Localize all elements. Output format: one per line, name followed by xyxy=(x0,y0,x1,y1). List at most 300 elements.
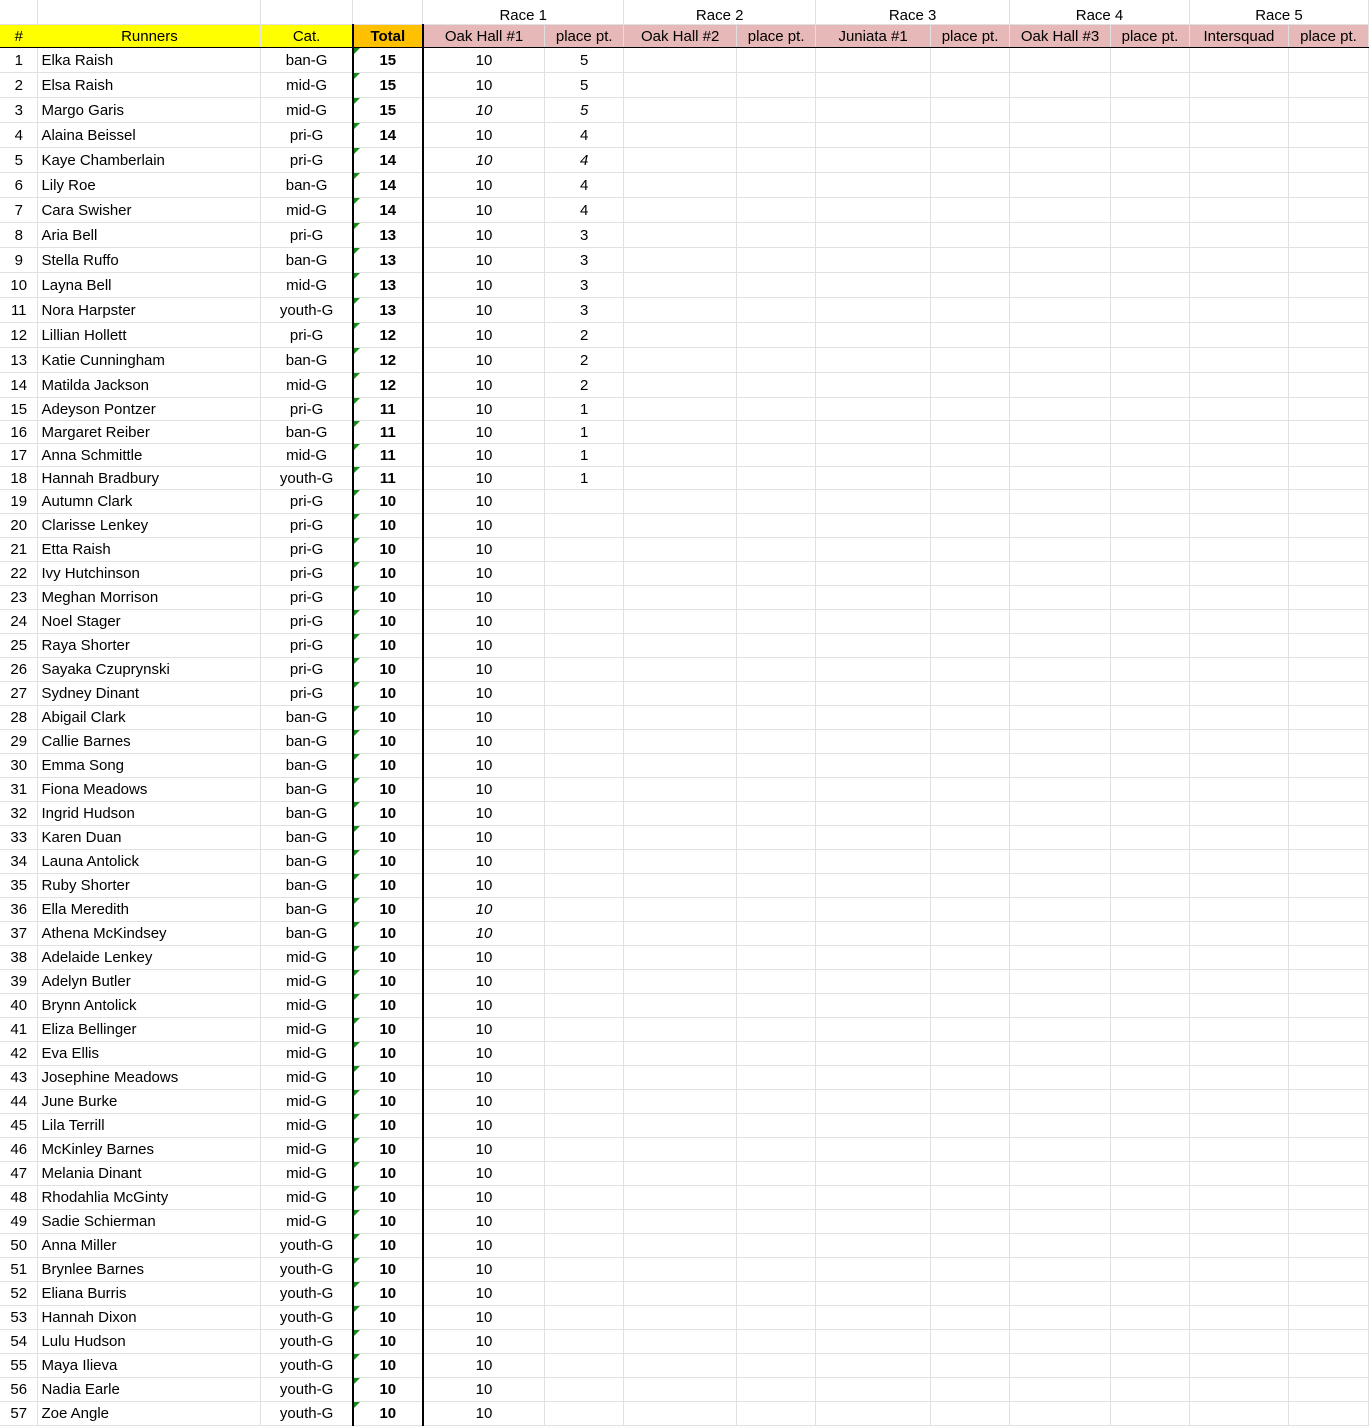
race-5-place-points[interactable] xyxy=(1288,398,1368,421)
runner-category[interactable]: ban-G xyxy=(261,706,353,730)
race-2-place-points[interactable] xyxy=(737,730,816,754)
race-5-place-points[interactable] xyxy=(1288,1330,1368,1354)
race-2-place-points[interactable] xyxy=(737,1018,816,1042)
race-4-place-points[interactable] xyxy=(1111,48,1190,73)
race-4-place-points[interactable] xyxy=(1111,223,1190,248)
race-2-points[interactable] xyxy=(624,421,737,444)
race-5-points[interactable] xyxy=(1189,1306,1288,1330)
race-4-place-points[interactable] xyxy=(1111,1354,1190,1378)
race-5-points[interactable] xyxy=(1189,1066,1288,1090)
runner-number[interactable]: 55 xyxy=(0,1354,38,1378)
race-1-points[interactable]: 10 xyxy=(423,148,545,173)
race-1-place-points[interactable] xyxy=(545,1138,624,1162)
race-1-place-points[interactable] xyxy=(545,850,624,874)
runner-number[interactable]: 20 xyxy=(0,514,38,538)
runner-number[interactable]: 53 xyxy=(0,1306,38,1330)
runner-number[interactable]: 12 xyxy=(0,323,38,348)
runner-name[interactable]: Alaina Beissel xyxy=(38,123,261,148)
runner-category[interactable]: mid-G xyxy=(261,373,353,398)
runner-name[interactable]: Emma Song xyxy=(38,754,261,778)
race-3-place-points[interactable] xyxy=(931,898,1010,922)
race-4-place-points[interactable] xyxy=(1111,123,1190,148)
race-2-place-points[interactable] xyxy=(737,850,816,874)
race-4-place-points[interactable] xyxy=(1111,1330,1190,1354)
runner-category[interactable]: pri-G xyxy=(261,398,353,421)
runner-total[interactable]: 12 xyxy=(353,373,423,398)
race-5-place-points[interactable] xyxy=(1288,658,1368,682)
race-3-points[interactable] xyxy=(816,850,931,874)
race-3-points[interactable] xyxy=(816,490,931,514)
race-4-place-points[interactable] xyxy=(1111,1282,1190,1306)
race-1-points[interactable]: 10 xyxy=(423,248,545,273)
race-4-points[interactable] xyxy=(1010,610,1111,634)
race-1-points[interactable]: 10 xyxy=(423,754,545,778)
race-4-points[interactable] xyxy=(1010,778,1111,802)
runner-number[interactable]: 38 xyxy=(0,946,38,970)
race-2-place-points[interactable] xyxy=(737,1234,816,1258)
race-3-place-points[interactable] xyxy=(931,467,1010,490)
race-1-place-points[interactable] xyxy=(545,826,624,850)
race-5-place-points[interactable] xyxy=(1288,514,1368,538)
race-5-points[interactable] xyxy=(1189,198,1288,223)
race-4-place-points[interactable] xyxy=(1111,850,1190,874)
runner-category[interactable]: pri-G xyxy=(261,223,353,248)
race-2-place-points[interactable] xyxy=(737,922,816,946)
runner-number[interactable]: 14 xyxy=(0,373,38,398)
race-4-place-points[interactable] xyxy=(1111,98,1190,123)
race-3-place-points[interactable] xyxy=(931,1282,1010,1306)
race-3-points[interactable] xyxy=(816,373,931,398)
race-3-place-points[interactable] xyxy=(931,730,1010,754)
race-1-place-points[interactable]: 5 xyxy=(545,98,624,123)
race-1-place-points[interactable] xyxy=(545,1090,624,1114)
runner-category[interactable]: youth-G xyxy=(261,1258,353,1282)
race-1-points[interactable]: 10 xyxy=(423,98,545,123)
race-5-points[interactable] xyxy=(1189,73,1288,98)
race-4-place-points[interactable] xyxy=(1111,874,1190,898)
race-5-points[interactable] xyxy=(1189,898,1288,922)
race-4-place-points[interactable] xyxy=(1111,148,1190,173)
race-1-points[interactable]: 10 xyxy=(423,490,545,514)
race-1-points[interactable]: 10 xyxy=(423,826,545,850)
runner-category[interactable]: ban-G xyxy=(261,826,353,850)
race-5-points[interactable] xyxy=(1189,1258,1288,1282)
race-1-place-points[interactable]: 4 xyxy=(545,148,624,173)
race-2-points[interactable] xyxy=(624,610,737,634)
race-4-points[interactable] xyxy=(1010,198,1111,223)
runner-total[interactable]: 10 xyxy=(353,1402,423,1426)
race-2-points[interactable] xyxy=(624,98,737,123)
runner-category[interactable]: pri-G xyxy=(261,123,353,148)
race-4-place-points[interactable] xyxy=(1111,538,1190,562)
race-1-place-points[interactable] xyxy=(545,994,624,1018)
race-3-points[interactable] xyxy=(816,922,931,946)
race-1-points[interactable]: 10 xyxy=(423,802,545,826)
runner-category[interactable]: mid-G xyxy=(261,1090,353,1114)
runner-name[interactable]: McKinley Barnes xyxy=(38,1138,261,1162)
race-2-points[interactable] xyxy=(624,1066,737,1090)
race-3-points[interactable] xyxy=(816,730,931,754)
race-2-place-points[interactable] xyxy=(737,898,816,922)
race-4-points[interactable] xyxy=(1010,1402,1111,1426)
race-2-title[interactable]: Race 2 xyxy=(624,0,816,25)
race-2-points[interactable] xyxy=(624,826,737,850)
race-2-place-points[interactable] xyxy=(737,1066,816,1090)
runner-category[interactable]: pri-G xyxy=(261,586,353,610)
race-3-points[interactable] xyxy=(816,173,931,198)
race-4-place-points[interactable] xyxy=(1111,1306,1190,1330)
runner-number[interactable]: 31 xyxy=(0,778,38,802)
header-race-4-place[interactable]: place pt. xyxy=(1111,25,1190,48)
race-1-points[interactable]: 10 xyxy=(423,1066,545,1090)
race-2-points[interactable] xyxy=(624,1258,737,1282)
race-1-points[interactable]: 10 xyxy=(423,922,545,946)
race-4-place-points[interactable] xyxy=(1111,298,1190,323)
race-1-points[interactable]: 10 xyxy=(423,730,545,754)
race-3-place-points[interactable] xyxy=(931,348,1010,373)
runner-number[interactable]: 56 xyxy=(0,1378,38,1402)
race-4-points[interactable] xyxy=(1010,730,1111,754)
runner-name[interactable]: Brynlee Barnes xyxy=(38,1258,261,1282)
runner-name[interactable]: Brynn Antolick xyxy=(38,994,261,1018)
race-2-points[interactable] xyxy=(624,994,737,1018)
race-2-place-points[interactable] xyxy=(737,1330,816,1354)
runner-name[interactable]: Noel Stager xyxy=(38,610,261,634)
runner-number[interactable]: 34 xyxy=(0,850,38,874)
race-2-place-points[interactable] xyxy=(737,490,816,514)
race-5-place-points[interactable] xyxy=(1288,444,1368,467)
runner-number[interactable]: 21 xyxy=(0,538,38,562)
runner-number[interactable]: 13 xyxy=(0,348,38,373)
race-3-place-points[interactable] xyxy=(931,373,1010,398)
race-5-place-points[interactable] xyxy=(1288,348,1368,373)
race-5-points[interactable] xyxy=(1189,490,1288,514)
runner-total[interactable]: 12 xyxy=(353,348,423,373)
race-3-points[interactable] xyxy=(816,1066,931,1090)
race-3-points[interactable] xyxy=(816,778,931,802)
race-3-place-points[interactable] xyxy=(931,1258,1010,1282)
race-2-points[interactable] xyxy=(624,1162,737,1186)
race-3-place-points[interactable] xyxy=(931,173,1010,198)
race-4-place-points[interactable] xyxy=(1111,1258,1190,1282)
runner-category[interactable]: pri-G xyxy=(261,562,353,586)
race-3-place-points[interactable] xyxy=(931,1402,1010,1426)
runner-number[interactable]: 57 xyxy=(0,1402,38,1426)
race-1-points[interactable]: 10 xyxy=(423,421,545,444)
race-5-points[interactable] xyxy=(1189,610,1288,634)
runner-number[interactable]: 43 xyxy=(0,1066,38,1090)
race-4-place-points[interactable] xyxy=(1111,444,1190,467)
runner-number[interactable]: 19 xyxy=(0,490,38,514)
race-4-place-points[interactable] xyxy=(1111,802,1190,826)
race-3-points[interactable] xyxy=(816,634,931,658)
runner-name[interactable]: Ruby Shorter xyxy=(38,874,261,898)
race-2-points[interactable] xyxy=(624,1378,737,1402)
runner-name[interactable]: Anna Miller xyxy=(38,1234,261,1258)
race-2-points[interactable] xyxy=(624,198,737,223)
race-1-points[interactable]: 10 xyxy=(423,444,545,467)
race-4-place-points[interactable] xyxy=(1111,1138,1190,1162)
race-4-place-points[interactable] xyxy=(1111,1378,1190,1402)
race-5-place-points[interactable] xyxy=(1288,1066,1368,1090)
runner-name[interactable]: Hannah Dixon xyxy=(38,1306,261,1330)
runner-total[interactable]: 10 xyxy=(353,898,423,922)
race-4-points[interactable] xyxy=(1010,73,1111,98)
runner-category[interactable]: ban-G xyxy=(261,421,353,444)
race-2-points[interactable] xyxy=(624,467,737,490)
runner-category[interactable]: mid-G xyxy=(261,1138,353,1162)
runner-total[interactable]: 10 xyxy=(353,706,423,730)
race-5-points[interactable] xyxy=(1189,398,1288,421)
race-4-points[interactable] xyxy=(1010,850,1111,874)
race-1-place-points[interactable] xyxy=(545,1162,624,1186)
race-4-place-points[interactable] xyxy=(1111,826,1190,850)
race-2-points[interactable] xyxy=(624,802,737,826)
race-1-place-points[interactable]: 4 xyxy=(545,173,624,198)
race-1-place-points[interactable] xyxy=(545,634,624,658)
race-4-place-points[interactable] xyxy=(1111,1042,1190,1066)
race-2-points[interactable] xyxy=(624,298,737,323)
runner-category[interactable]: mid-G xyxy=(261,1066,353,1090)
race-5-points[interactable] xyxy=(1189,562,1288,586)
race-2-place-points[interactable] xyxy=(737,610,816,634)
runner-category[interactable]: ban-G xyxy=(261,802,353,826)
header-cat[interactable]: Cat. xyxy=(261,25,353,48)
race-2-points[interactable] xyxy=(624,1018,737,1042)
runner-number[interactable]: 10 xyxy=(0,273,38,298)
runner-number[interactable]: 16 xyxy=(0,421,38,444)
race-2-points[interactable] xyxy=(624,1234,737,1258)
race-3-points[interactable] xyxy=(816,706,931,730)
race-3-place-points[interactable] xyxy=(931,1162,1010,1186)
race-3-points[interactable] xyxy=(816,682,931,706)
race-1-points[interactable]: 10 xyxy=(423,298,545,323)
runner-name[interactable]: Clarisse Lenkey xyxy=(38,514,261,538)
runner-number[interactable]: 2 xyxy=(0,73,38,98)
runner-number[interactable]: 18 xyxy=(0,467,38,490)
race-2-place-points[interactable] xyxy=(737,298,816,323)
race-2-points[interactable] xyxy=(624,730,737,754)
runner-total[interactable]: 13 xyxy=(353,223,423,248)
runner-total[interactable]: 10 xyxy=(353,1138,423,1162)
race-3-points[interactable] xyxy=(816,1258,931,1282)
race-5-points[interactable] xyxy=(1189,586,1288,610)
runner-name[interactable]: Matilda Jackson xyxy=(38,373,261,398)
runner-category[interactable]: ban-G xyxy=(261,874,353,898)
race-2-place-points[interactable] xyxy=(737,444,816,467)
race-2-points[interactable] xyxy=(624,248,737,273)
race-1-place-points[interactable] xyxy=(545,514,624,538)
header-race-1-event[interactable]: Oak Hall #1 xyxy=(423,25,545,48)
race-1-place-points[interactable]: 4 xyxy=(545,198,624,223)
race-3-place-points[interactable] xyxy=(931,1354,1010,1378)
header-num[interactable]: # xyxy=(0,25,38,48)
runner-number[interactable]: 23 xyxy=(0,586,38,610)
race-4-title[interactable]: Race 4 xyxy=(1010,0,1190,25)
race-3-points[interactable] xyxy=(816,1378,931,1402)
race-5-points[interactable] xyxy=(1189,778,1288,802)
race-4-place-points[interactable] xyxy=(1111,922,1190,946)
race-3-points[interactable] xyxy=(816,223,931,248)
race-4-place-points[interactable] xyxy=(1111,323,1190,348)
race-2-points[interactable] xyxy=(624,874,737,898)
runner-total[interactable]: 10 xyxy=(353,802,423,826)
race-1-points[interactable]: 10 xyxy=(423,1018,545,1042)
runner-name[interactable]: Ivy Hutchinson xyxy=(38,562,261,586)
race-5-place-points[interactable] xyxy=(1288,1402,1368,1426)
race-2-place-points[interactable] xyxy=(737,1378,816,1402)
runner-name[interactable]: Athena McKindsey xyxy=(38,922,261,946)
race-5-points[interactable] xyxy=(1189,323,1288,348)
race-5-points[interactable] xyxy=(1189,248,1288,273)
race-1-place-points[interactable]: 3 xyxy=(545,273,624,298)
race-4-points[interactable] xyxy=(1010,1234,1111,1258)
race-5-place-points[interactable] xyxy=(1288,421,1368,444)
race-5-place-points[interactable] xyxy=(1288,1210,1368,1234)
race-2-points[interactable] xyxy=(624,223,737,248)
runner-category[interactable]: pri-G xyxy=(261,514,353,538)
race-3-place-points[interactable] xyxy=(931,634,1010,658)
runner-number[interactable]: 49 xyxy=(0,1210,38,1234)
race-4-place-points[interactable] xyxy=(1111,173,1190,198)
race-1-points[interactable]: 10 xyxy=(423,850,545,874)
race-1-place-points[interactable] xyxy=(545,922,624,946)
race-3-place-points[interactable] xyxy=(931,444,1010,467)
race-2-place-points[interactable] xyxy=(737,1186,816,1210)
race-1-points[interactable]: 10 xyxy=(423,123,545,148)
race-3-place-points[interactable] xyxy=(931,658,1010,682)
runner-name[interactable]: Adelaide Lenkey xyxy=(38,946,261,970)
runner-total[interactable]: 10 xyxy=(353,874,423,898)
runner-category[interactable]: mid-G xyxy=(261,1018,353,1042)
race-2-points[interactable] xyxy=(624,273,737,298)
race-4-points[interactable] xyxy=(1010,682,1111,706)
race-3-place-points[interactable] xyxy=(931,421,1010,444)
race-5-place-points[interactable] xyxy=(1288,874,1368,898)
runner-total[interactable]: 10 xyxy=(353,634,423,658)
race-3-points[interactable] xyxy=(816,1162,931,1186)
runner-name[interactable]: Fiona Meadows xyxy=(38,778,261,802)
runner-category[interactable]: pri-G xyxy=(261,610,353,634)
race-4-points[interactable] xyxy=(1010,970,1111,994)
race-3-place-points[interactable] xyxy=(931,1138,1010,1162)
race-4-points[interactable] xyxy=(1010,1354,1111,1378)
race-2-place-points[interactable] xyxy=(737,754,816,778)
race-4-points[interactable] xyxy=(1010,802,1111,826)
race-5-place-points[interactable] xyxy=(1288,1378,1368,1402)
race-5-place-points[interactable] xyxy=(1288,586,1368,610)
race-4-place-points[interactable] xyxy=(1111,1114,1190,1138)
race-2-points[interactable] xyxy=(624,514,737,538)
race-4-points[interactable] xyxy=(1010,586,1111,610)
race-5-place-points[interactable] xyxy=(1288,562,1368,586)
race-1-place-points[interactable] xyxy=(545,970,624,994)
race-3-points[interactable] xyxy=(816,1330,931,1354)
race-1-place-points[interactable] xyxy=(545,802,624,826)
race-5-points[interactable] xyxy=(1189,1282,1288,1306)
runner-number[interactable]: 6 xyxy=(0,173,38,198)
race-1-place-points[interactable] xyxy=(545,682,624,706)
runner-total[interactable]: 10 xyxy=(353,1210,423,1234)
runner-category[interactable]: mid-G xyxy=(261,1042,353,1066)
race-3-place-points[interactable] xyxy=(931,1042,1010,1066)
race-5-points[interactable] xyxy=(1189,1210,1288,1234)
race-4-points[interactable] xyxy=(1010,348,1111,373)
runner-name[interactable]: Sydney Dinant xyxy=(38,682,261,706)
race-5-points[interactable] xyxy=(1189,1186,1288,1210)
race-1-points[interactable]: 10 xyxy=(423,970,545,994)
race-1-place-points[interactable]: 1 xyxy=(545,421,624,444)
race-1-place-points[interactable]: 5 xyxy=(545,73,624,98)
race-5-title[interactable]: Race 5 xyxy=(1189,0,1368,25)
race-5-place-points[interactable] xyxy=(1288,754,1368,778)
race-5-points[interactable] xyxy=(1189,754,1288,778)
race-4-points[interactable] xyxy=(1010,1162,1111,1186)
race-5-points[interactable] xyxy=(1189,874,1288,898)
race-3-points[interactable] xyxy=(816,467,931,490)
runner-total[interactable]: 10 xyxy=(353,1186,423,1210)
race-4-points[interactable] xyxy=(1010,1066,1111,1090)
race-1-points[interactable]: 10 xyxy=(423,1114,545,1138)
runner-total[interactable]: 14 xyxy=(353,198,423,223)
runner-category[interactable]: ban-G xyxy=(261,173,353,198)
runner-total[interactable]: 11 xyxy=(353,467,423,490)
race-2-points[interactable] xyxy=(624,348,737,373)
race-2-place-points[interactable] xyxy=(737,98,816,123)
runner-name[interactable]: Lily Roe xyxy=(38,173,261,198)
runner-category[interactable]: youth-G xyxy=(261,1282,353,1306)
header-race-2-place[interactable]: place pt. xyxy=(737,25,816,48)
runner-name[interactable]: Cara Swisher xyxy=(38,198,261,223)
race-2-points[interactable] xyxy=(624,444,737,467)
runner-category[interactable]: mid-G xyxy=(261,1210,353,1234)
race-5-place-points[interactable] xyxy=(1288,48,1368,73)
race-3-points[interactable] xyxy=(816,1090,931,1114)
race-3-place-points[interactable] xyxy=(931,1018,1010,1042)
runner-name[interactable]: Margo Garis xyxy=(38,98,261,123)
runner-number[interactable]: 36 xyxy=(0,898,38,922)
race-5-place-points[interactable] xyxy=(1288,490,1368,514)
runner-number[interactable]: 47 xyxy=(0,1162,38,1186)
runner-name[interactable]: Launa Antolick xyxy=(38,850,261,874)
race-3-points[interactable] xyxy=(816,1354,931,1378)
runner-name[interactable]: Ingrid Hudson xyxy=(38,802,261,826)
runner-name[interactable]: Raya Shorter xyxy=(38,634,261,658)
runner-name[interactable]: Nadia Earle xyxy=(38,1378,261,1402)
race-2-points[interactable] xyxy=(624,1090,737,1114)
runner-category[interactable]: pri-G xyxy=(261,323,353,348)
race-3-points[interactable] xyxy=(816,994,931,1018)
race-5-points[interactable] xyxy=(1189,706,1288,730)
race-1-place-points[interactable]: 5 xyxy=(545,48,624,73)
race-3-points[interactable] xyxy=(816,398,931,421)
race-1-place-points[interactable] xyxy=(545,754,624,778)
race-2-place-points[interactable] xyxy=(737,706,816,730)
race-4-points[interactable] xyxy=(1010,922,1111,946)
race-1-place-points[interactable] xyxy=(545,610,624,634)
race-2-place-points[interactable] xyxy=(737,198,816,223)
race-1-points[interactable]: 10 xyxy=(423,874,545,898)
race-4-points[interactable] xyxy=(1010,444,1111,467)
runner-category[interactable]: ban-G xyxy=(261,348,353,373)
race-5-place-points[interactable] xyxy=(1288,1258,1368,1282)
runner-total[interactable]: 10 xyxy=(353,754,423,778)
race-2-points[interactable] xyxy=(624,850,737,874)
race-1-points[interactable]: 10 xyxy=(423,562,545,586)
race-5-place-points[interactable] xyxy=(1288,148,1368,173)
race-2-points[interactable] xyxy=(624,754,737,778)
race-4-points[interactable] xyxy=(1010,706,1111,730)
